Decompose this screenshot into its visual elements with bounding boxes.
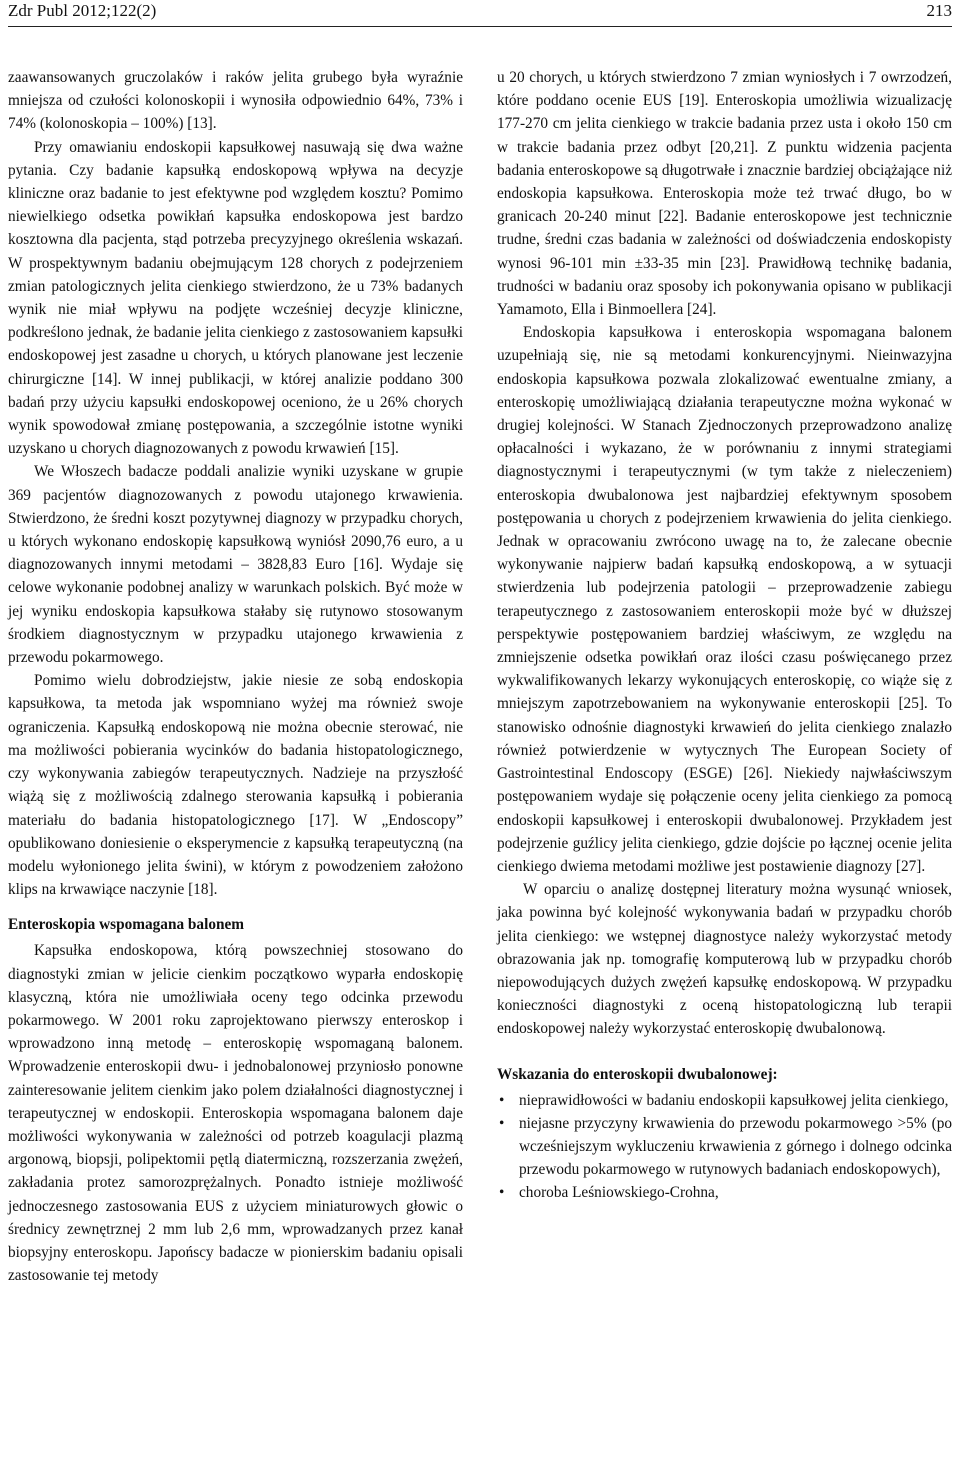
- running-header: [8, 0, 952, 32]
- indications-list: [497, 1089, 952, 1205]
- header-rule: [8, 26, 952, 27]
- list-item: [497, 1181, 952, 1204]
- paragraph: Endoskopia kapsułkowa i enteroskopia wspomagana balonem uzupełniają się, nie są metodami konkurencyjnymi. Nieinwazyjna endoskopia kapsułkowa pozwala zlokalizować ewentualne zmiany, a enteroskopię umożliwiającą działania terapeutyczne można wykonać w drugiej kolejności. W Stanach Zjednoczonych przeprowadzono analizę opłacalności i wykazano, że w porównaniu z innymi strategiami diagnostycznymi i terapeutycznymi (w tym także z nieleczeniem) enteroskopia dwubalonowa jest najbardziej efektywnym sposobem postępowania u chorych z podejrzeniem krwawienia do jelita cienkiego. Jednak w opracowaniu zwrócono uwagę na to, że zalecane obecnie wykonywanie najpierw badań kapsułką endoskopową, a w sytuacji stwierdzenia lub podejrzenia patologii – przeprowadzenie zabiegu terapeutycznego z zastosowaniem enteroskopii może być w dłuższej perspektywie postępowaniem bardziej właściwym, ze względu na zmniejszenie odsetka powikłań oraz ilości czasu poświęcanego przez wykwalifikowanych lekarzy wykonujących enteroskopię, co wiąże się z mniejszym zapotrzebowaniem na wykonywanie enteroskopii [25]. To stanowisko odnośnie diagnostyki krwawień do jelita cienkiego znalazło również potwierdzenie w wytycznych The European Society of Gastrointestinal Endoscopy (ESGE) [26]. Niekiedy najwłaściwszym postępowaniem wydaje się połączenie oceny jelita cienkiego za pomocą endoskopii kapsułkowej i enteroskopii dwubalonowej. Przykładem jest podejrzenie guźlicy jelita cienkiego, gdzie dojście po łącznej ocenie jelita cienkiego dwiema metodami możliwe jest postawienie diagnozy [27].: [497, 324, 952, 875]
- paragraph: Przy omawianiu endoskopii kapsułkowej nasuwają się dwa ważne pytania. Czy badanie kapsułką endoskopową wpływa na decyzje kliniczne oraz badanie to jest efektywne pod względem kosztu? Pomimo niewielkiego odsetka powikłań kapsułka endoskopowa jest bardzo kosztowna dla pacjenta, stąd potrzeba precyzyjnego określenia wskazań. W prospektywnym badaniu obejmującym 128 chorych z podejrzeniem zmian patologicznych jelita cienkiego stwierdzono, że u 73% badanych wynik nie miał wpływu na podjęte wcześniej decyzje kliniczne, podkreślono jednak, że badanie jelita cienkiego z zastosowaniem kapsułki endoskopowej jest zasadne u chorych, u których planowane jest leczenie chirurgiczne [14]. W innej publikacji, w której analizie poddano 300 badań przy użyciu kapsułki endoskopowej oceniono, że u 26% chorych wynik spowodował zmianę postępowania, a szczególnie istotne wyniki uzyskano u chorych diagnozowanych z powodu krwawień [15].: [8, 138, 463, 458]
- bullet-marker: •: [499, 1091, 505, 1109]
- journal-citation: Zdr Publ 2012;122(2): [8, 1, 157, 20]
- list-item: [497, 1089, 952, 1112]
- paragraph: u 20 chorych, u których stwierdzono 7 zmian wyniosłych i 7 owrzodzeń, które poddano ocenie EUS [19]. Enteroskopia umożliwia wizualizację 177-270 cm jelita cienkiego w trakcie badania przez usta i około 150 cm w trakcie badania przez odbyt [20,21]. Z punktu widzenia pacjenta badania enteroskopowe są długotrwałe i znacznie bardziej obciążające niż endoskopia kapsułkowa. Enteroskopia może też trwać długo, bo w granicach 20-240 minut [22]. Badanie enteroskopowe jest technicznie trudne, średni czas badania w zależności od doświadczenia endoskopisty wynosi 96-101 min ±33-35 min [23]. Prawidłową technikę badania, trudności w badaniu oraz sposoby ich pokonywania opisano w publikacji Yamamoto, Ella i Binmoellera [24].: [497, 69, 952, 319]
- section-heading: Enteroskopia wspomagana balonem: [8, 916, 245, 934]
- paragraph: Kapsułka endoskopowa, którą powszechniej stosowano do diagnostyki zmian w jelicie cienkim początkowo wyparła endoskopię klasyczną, która nie umożliwiała oceny tego odcinka przewodu pokarmowego. W 2001 roku zaprojektowano pierwszy enteroskop i wprowadzono inną metodę – enteroskopię wspomaganą balonem. Wprowadzenie enteroskopii dwu- i jednobalonowej przyniosło ponowne zainteresowanie jelitem cienkim jako polem działalności diagnostycznej i terapeutycznej w endoskopii. Enteroskopia wspomagana balonem daje możliwości wykonywania w zależności od potrzeb koagulacji plazmą argonową, biopsji, polipektomii pętlą diatermiczną, rozszerzania zwężeń, zakładania protez samorozprężalnych. Ponadto istnieje możliwość jednoczesnego zastosowania EUS z użyciem miniaturowych głowic o średnicy zewnętrznej 2 mm lub 2,6 mm, wprowadzanych przez kanał biopsyjny enteroskopu. Japońscy badacze w pionierskim badaniu opisali zastosowanie tej metody: [8, 942, 463, 1285]
- paragraph: W oparciu o analizę dostępnej literatury można wysunąć wniosek, jaka powinna być kolejność wykonywania badań w przypadku chorób jelita cienkiego: we wstępnej diagnostyce należy wykorzystać metody obrazowania jak np. tomografię komputerową lub w przypadku chorób niepowodujących dużych zwężeń kapsułkę endoskopową. W przypadku konieczności diagnostyki z oceną histopatologiczną lub terapii endoskopowej należy wykorzystać enteroskopię dwubalonową.: [497, 881, 952, 1038]
- list-item-text: nieprawidłowości w badaniu endoskopii kapsułkowej jelita cienkiego,: [519, 1091, 949, 1109]
- paragraph: Pomimo wielu dobrodziejstw, jakie niesie ze sobą endoskopia kapsułkowa, ta metoda jak wspomniano wyżej ma również swoje ograniczenia. Kapsułką endoskopową nie można obecnie sterować, nie ma możliwości pobierania wycinków do badania histopatologicznego, czy wykonywania zabiegów terapeutycznych. Nadzieje na przyszłość wiążą się z możliwością zdalnego sterowania kapsułką i pobierania materiału do badania histopatologicznego [17]. W „Endoscopy” opublikowano doniesienie o eksperymencie z kapsułką terapeutyczną (na modelu wyłonionego jelita świni), w którym z powodzeniem założono klips na krwawiące naczynie [18].: [8, 672, 463, 899]
- left-column: [8, 66, 463, 1287]
- page-number: 213: [926, 1, 952, 20]
- right-column: [497, 66, 952, 1205]
- list-item-text: choroba Leśniowskiego-Crohna,: [519, 1184, 719, 1202]
- paragraph: We Włoszech badacze poddali analizie wyniki uzyskane w grupie 369 pacjentów diagnozowanych z powodu utajonego krwawienia. Stwierdzono, że średni koszt pozytywnej diagnozy w przypadku chorych, u których wykonano endoskopię kapsułkową wyniósł 2090,76 euro, a u diagnozowanych innymi metodami – 3828,83 Euro [16]. Wydaje się celowe wykonanie podobnej analizy w warunkach polskich. Być może w jej wyniku endoskopia kapsułkowa stałaby się rutynowo stosowanym środkiem diagnostycznym w przypadku utajonego krwawienia z przewodu pokarmowego.: [8, 463, 463, 667]
- section-heading: Wskazania do enteroskopii dwubalonowej:: [497, 1065, 778, 1083]
- bullet-marker: •: [499, 1114, 505, 1132]
- bullet-marker: •: [499, 1184, 505, 1202]
- list-item: [497, 1112, 952, 1182]
- list-item-text: niejasne przyczyny krwawienia do przewodu pokarmowego >5% (po wcześniejszym wykluczeniu krwawienia z górnego i dolnego odcinka przewodu pokarmowego w rutynowych badaniach endoskopowych),: [519, 1114, 952, 1179]
- paragraph: zaawansowanych gruczolaków i raków jelita grubego była wyraźnie mniejsza od czułości kolonoskopii i wynosiła odpowiednio 64%, 73% i 74% (kolonoskopia – 100%) [13].: [8, 69, 463, 133]
